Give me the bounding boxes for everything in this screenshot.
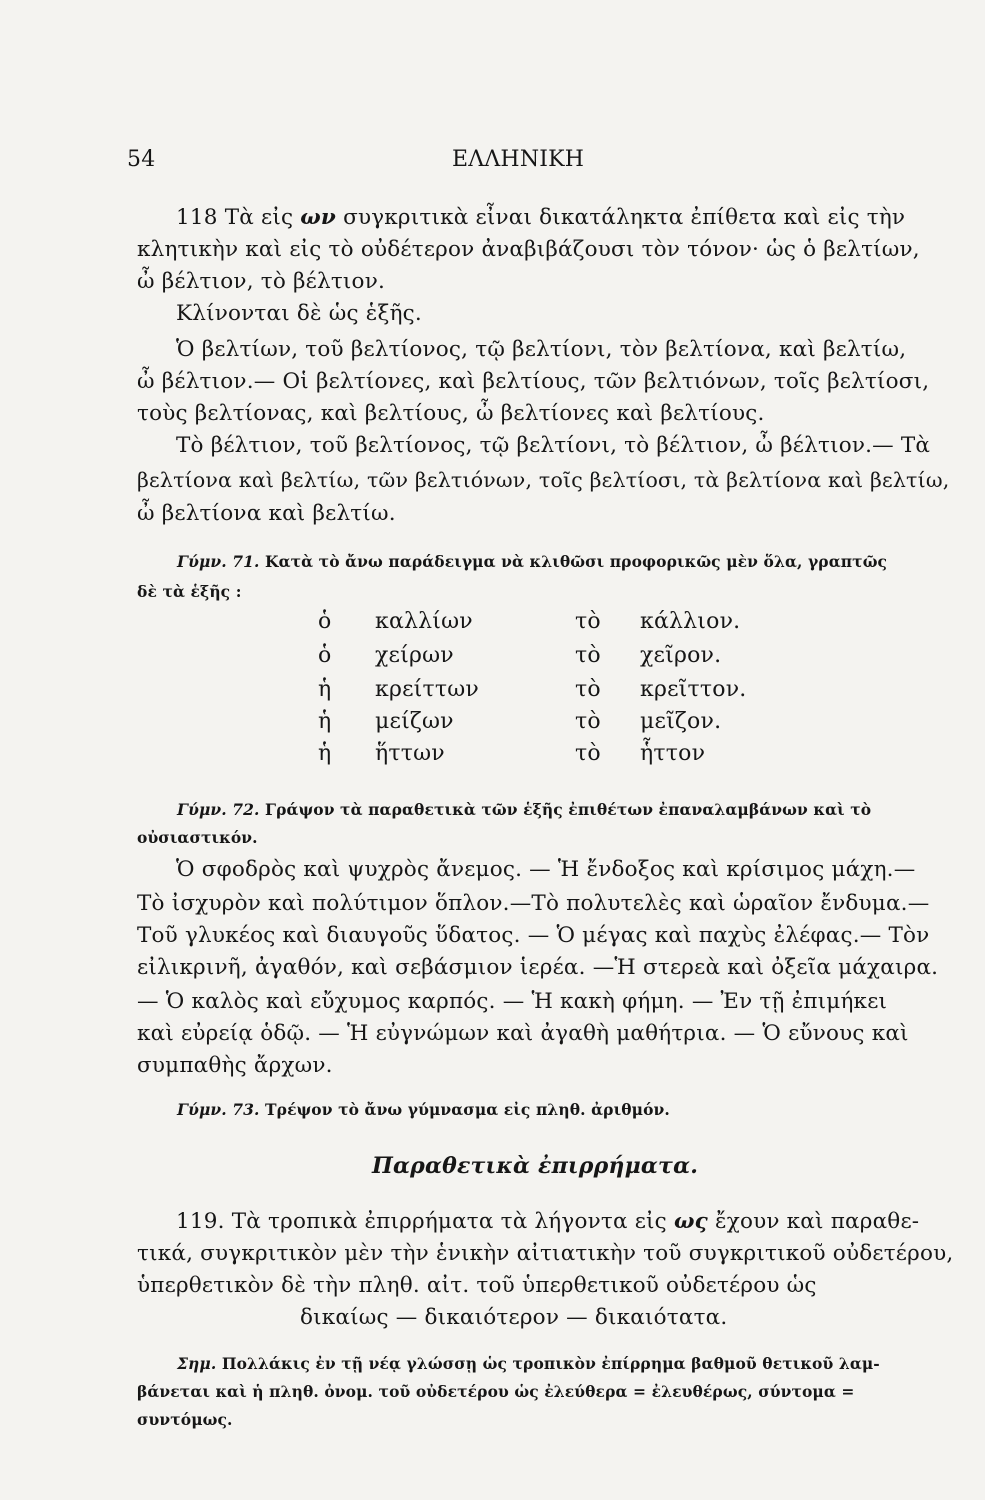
section-118-line-8: Τὸ βέλτιον, τοῦ βελτίονος, τῷ βελτίονι, τὸ βέλτιον, ὦ βέλτιον.— Τὰ [176, 433, 931, 458]
section-number: 118 [176, 205, 218, 230]
word-cell: κρεῖττον. [640, 677, 747, 702]
exercise-72-para-1: Ὁ σφοδρὸς καὶ ψυχρὸς ἄνεμος. — Ἡ ἔνδοξος καὶ κρίσιμος μάχη.— [176, 857, 916, 882]
word-cell: καλλίων [375, 609, 473, 634]
article-cell: ἡ [318, 677, 332, 702]
article-cell: ὁ [318, 609, 332, 634]
note-line-3: συντόμως. [137, 1410, 233, 1429]
exercise-72-line-1: Γύμν. 72. Γράψον τὰ παραθετικὰ τῶν ἑξῆς ἐπιθέτων ἐπαναλαμβάνων καὶ τὸ [177, 800, 872, 819]
section-118-line-7: τοὺς βελτίονας, καὶ βελτίους, ὦ βελτίονες καὶ βελτίους. [137, 401, 765, 426]
section-118-line-6: ὦ βέλτιον.— Οἱ βελτίονες, καὶ βελτίους, τῶν βελτιόνων, τοῖς βελτίοσι, [137, 369, 930, 394]
word-cell: ἧττον [640, 741, 706, 766]
exercise-73-line-1: Γύμν. 73. Τρέψον τὸ ἄνω γύμνασμα εἰς πληθ. ἀριθμόν. [177, 1100, 670, 1119]
exercise-72-para-7: συμπαθὴς ἄρχων. [137, 1053, 333, 1078]
running-title: ΕΛΛΗΝΙΚΗ [452, 147, 585, 172]
exercise-72-line-2: οὐσιαστικόν. [137, 828, 258, 847]
note-line-2: βάνεται καὶ ἡ πληθ. ὀνομ. τοῦ οὐδετέρου ὡς ἐλεύθερα = ἐλευθέρως, σύντομα = [137, 1382, 855, 1401]
note-line-1: Σημ. Πολλάκις ἐν τῇ νέᾳ γλώσσῃ ὡς τροπικὸν ἐπίρρημα βαθμοῦ θετικοῦ λαμ- [177, 1354, 880, 1373]
exercise-72-para-3: Τοῦ γλυκέος καὶ διαυγοῦς ὕδατος. — Ὁ μέγας καὶ παχὺς ἐλέφας.— Τὸν [137, 923, 930, 948]
section-118-line-10: ὦ βελτίονα καὶ βελτίω. [137, 501, 396, 526]
note-label: Σημ. [177, 1354, 217, 1373]
exercise-71-line-1: Γύμν. 71. Κατὰ τὸ ἄνω παράδειγμα νὰ κλιθῶσι προφορικῶς μὲν ὅλα, γραπτῶς [177, 552, 888, 571]
section-119-line-2: τικά, συγκριτικὸν μὲν τὴν ἑνικὴν αἰτιατικὴν τοῦ συγκριτικοῦ οὐδετέρου, [137, 1241, 954, 1266]
article-cell: τὸ [575, 741, 601, 766]
word-cell: κάλλιον. [640, 609, 741, 634]
suffix-term: ων [300, 205, 337, 230]
section-119-line-3: ὑπερθετικὸν δὲ τὴν πληθ. αἰτ. τοῦ ὑπερθετικοῦ οὐδετέρου ὡς [137, 1273, 817, 1298]
exercise-label: Γύμν. 72. [177, 800, 260, 819]
section-119-example: δικαίως — δικαιότερον — δικαιότατα. [300, 1305, 728, 1330]
article-cell: τὸ [575, 609, 601, 634]
word-cell: μείζων [375, 709, 454, 734]
section-118-line-3: ὦ βέλτιον, τὸ βέλτιον. [137, 269, 386, 294]
word-cell: χεῖρον. [640, 643, 722, 668]
section-118-line-1: 118 Τὰ εἰς ων συγκριτικὰ εἶναι δικατάληκτα ἐπίθετα καὶ εἰς τὴν [176, 205, 906, 230]
section-119-line-1: 119. Τὰ τροπικὰ ἐπιρρήματα τὰ λήγοντα εἰς ως ἔχουν καὶ παραθε- [176, 1209, 920, 1234]
exercise-72-para-5: — Ὁ καλὸς καὶ εὔχυμος καρπός. — Ἡ κακὴ φήμη. — Ἐν τῇ ἐπιμήκει [137, 989, 888, 1014]
exercise-72-para-2: Τὸ ἰσχυρὸν καὶ πολύτιμον ὅπλον.—Τὸ πολυτελὲς καὶ ὡραῖον ἔνδυμα.— [137, 891, 930, 916]
article-cell: ἡ [318, 741, 332, 766]
section-118-line-9: βελτίονα καὶ βελτίω, τῶν βελτιόνων, τοῖς βελτίοσι, τὰ βελτίονα καὶ βελτίω, [137, 468, 950, 492]
exercise-72-para-6: καὶ εὐρείᾳ ὁδῷ. — Ἡ εὐγνώμων καὶ ἀγαθὴ μαθήτρια. — Ὁ εὔνους καὶ [137, 1021, 909, 1046]
section-number: 119. [176, 1209, 225, 1234]
word-cell: ἥττων [375, 741, 445, 766]
section-118-line-2: κλητικὴν καὶ εἰς τὸ οὐδέτερον ἀναβιβάζουσι τὸν τόνον· ὡς ὁ βελτίων, [137, 237, 920, 262]
word-cell: χείρων [375, 643, 454, 668]
exercise-71-line-2: δὲ τὰ ἑξῆς : [137, 582, 242, 601]
section-118-line-5: Ὁ βελτίων, τοῦ βελτίονος, τῷ βελτίονι, τὸν βελτίονα, καὶ βελτίω, [176, 337, 907, 362]
word-cell: κρείττων [375, 677, 479, 702]
article-cell: τὸ [575, 677, 601, 702]
exercise-label: Γύμν. 73. [177, 1100, 260, 1119]
article-cell: τὸ [575, 709, 601, 734]
section-heading: Παραθετικὰ ἐπιρρήματα. [372, 1153, 699, 1179]
exercise-label: Γύμν. 71. [177, 552, 260, 571]
section-118-line-4: Κλίνονται δὲ ὡς ἑξῆς. [176, 301, 422, 326]
page-number: 54 [127, 147, 156, 172]
word-cell: μεῖζον. [640, 709, 722, 734]
exercise-72-para-4: εἰλικρινῆ, ἀγαθόν, καὶ σεβάσμιον ἱερέα. —Ἡ στερεὰ καὶ ὀξεῖα μάχαιρα. [137, 955, 939, 980]
article-cell: ὁ [318, 643, 332, 668]
article-cell: τὸ [575, 643, 601, 668]
suffix-term: ως [673, 1209, 708, 1234]
article-cell: ἡ [318, 709, 332, 734]
